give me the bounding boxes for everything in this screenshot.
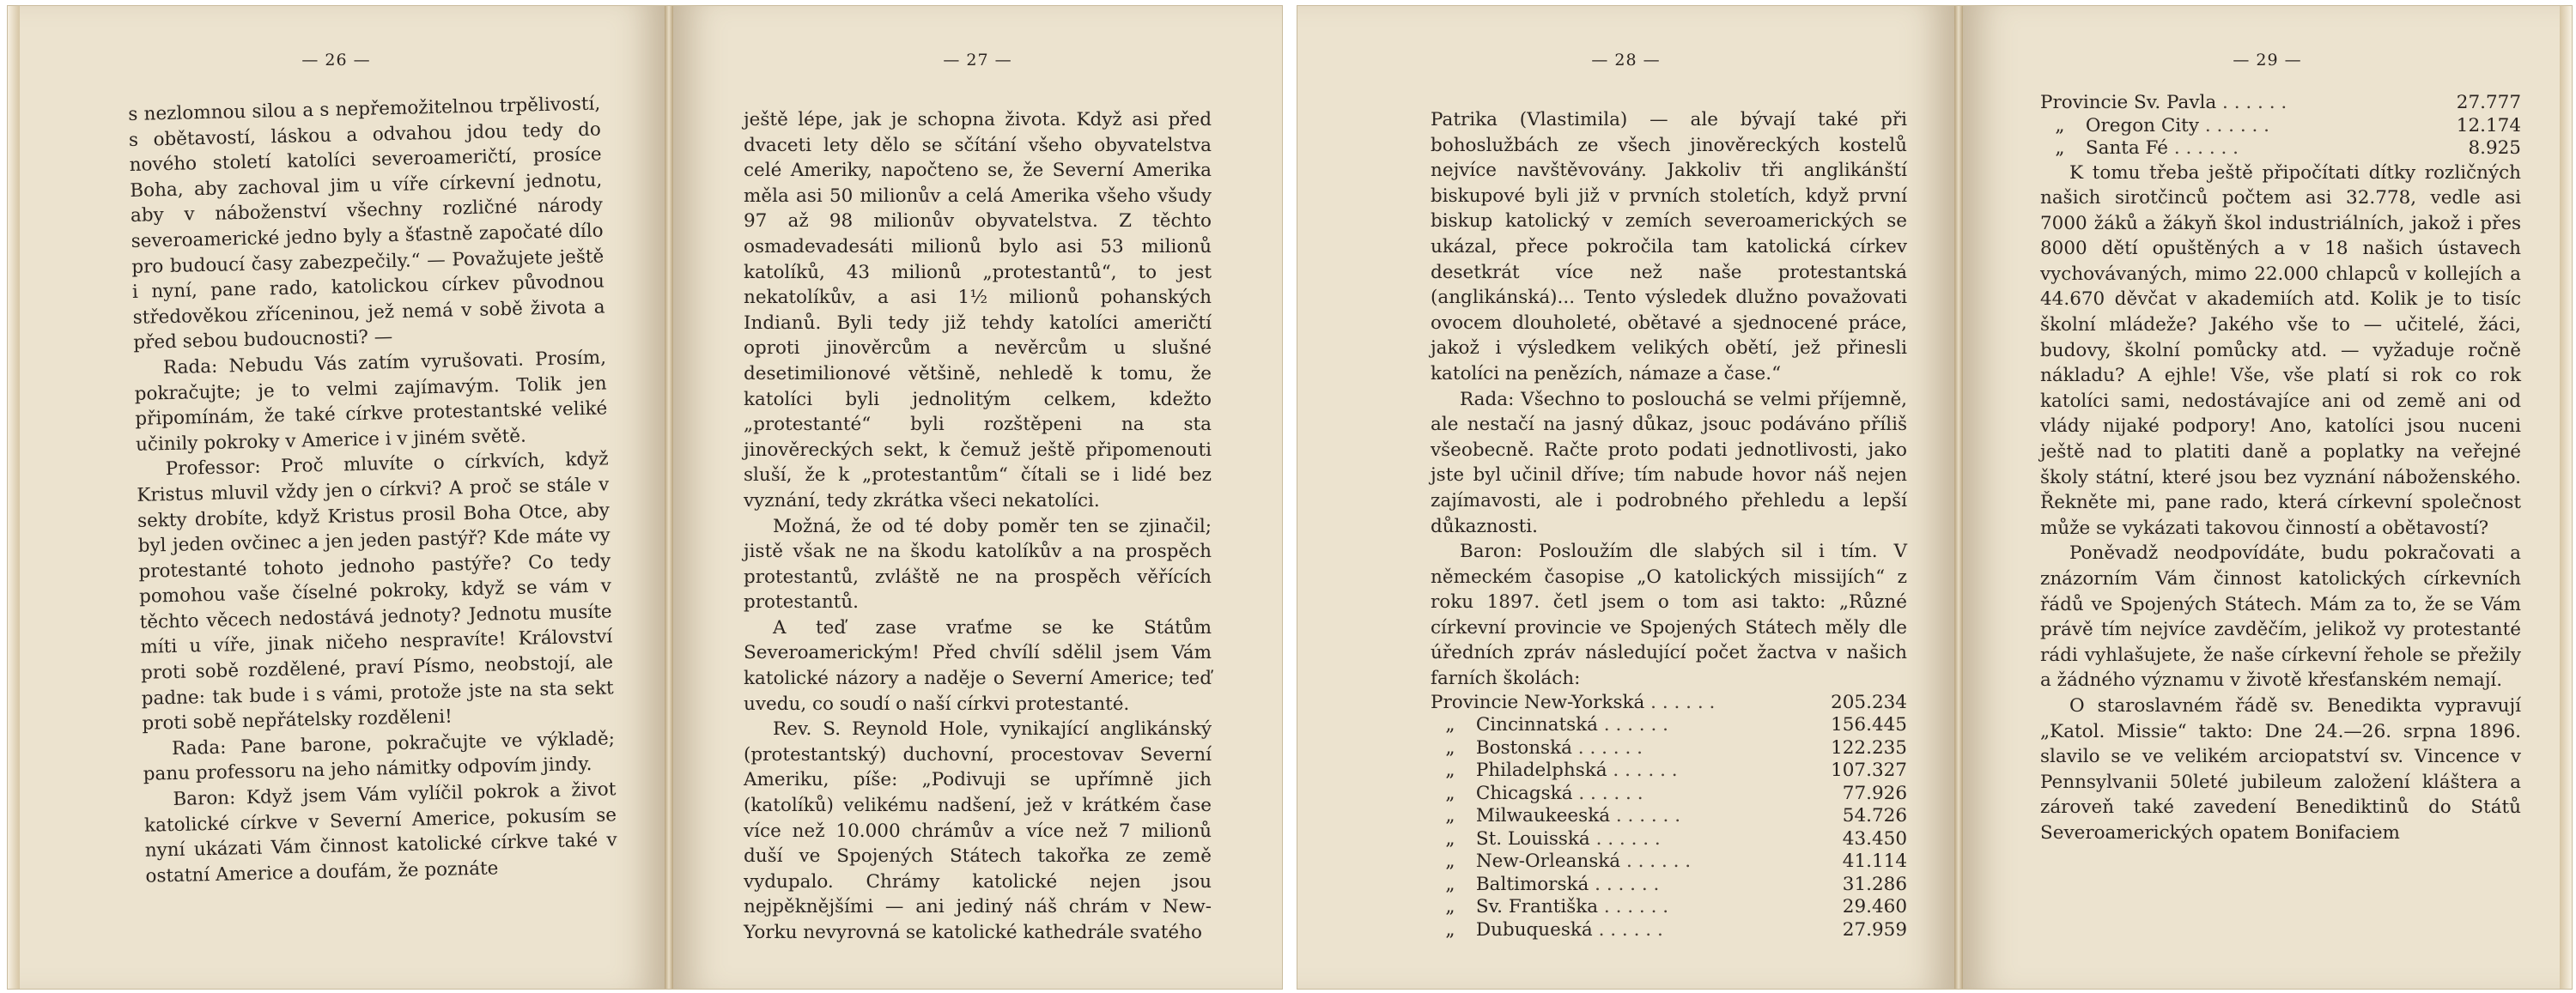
leader-dots: . . . . . . — [1597, 714, 1668, 736]
leader-dots: . . . . . . — [1592, 918, 1663, 941]
province-name: Baltimorská — [1475, 873, 1589, 895]
province-prefix: „ — [1445, 851, 1455, 873]
paragraph: A teď zase vraťme se ke Státům Severoamerickým! Před chvílí sdělil jsem Vám katolické názory a naděje o Severní Americe; teď uvedu, co soudí o naší církvi protestanté. — [744, 616, 1212, 715]
page-number: — 29 — — [2233, 51, 2302, 70]
paragraph: Rada: Všechno to poslouchá se velmi příjemně, ale nestačí na jasný důkaz, jsouc podáváno příliš všeobecně. Račte proto podati jednotlivosti, jako jste byl učinil dříve; tím nabude hovor náš nejen zajímavosti, ale i podrobného přehledu a lepší důkaznosti. — [1431, 388, 1907, 537]
paragraph: Baron: Když jsem Vám vylíčil pokrok a život katolické církve v Severní Americe, pokusím se nyní ukázati Vám činnost katolické církve také v ostatní Americe a doufám, že poznáte — [143, 778, 617, 887]
leader-dots: . . . . . . — [1644, 691, 1716, 713]
province-prefix: Provincie — [1431, 691, 1519, 713]
paragraph: K tomu třeba ještě připočítati dítky rozličných našich sirotčinců počtem asi 32.778, vedle asi 7000 žáků a žákyň škol industriálních, jakož i přes 8000 dětí opuštěných a v 18 našich ústavech vychovávaných, mimo 22.000 chlapců v kollejích a 44.670 děvčat v akademiích atd. Kolik je to tisíc školní mládeže? Jakého vše to — učitelé, žáci, budovy, školní pomůcky atd. — vyžaduje ročně nákladu? A ejhle! Vše, vše platí si rok co rok katolíci sami, nedostávajíce ani od země ani od vlády nijaké podpory! Ano, katolíci jsou nuceni ještě nad to platiti daně a poplatky na veřejné školy státní, které jsou bez vyznání náboženského. Řekněte mi, pane rado, která církevní společnost může se vykázati takovou činností a obětavostí? — [2040, 161, 2521, 539]
province-prefix: Provincie — [2040, 92, 2129, 113]
province-prefix: „ — [1445, 827, 1455, 850]
page-text — [2040, 92, 2521, 846]
table-row — [1431, 919, 1907, 942]
province-cell — [1431, 919, 1807, 942]
province-name: Dubuqueská — [1475, 918, 1593, 941]
page-26 — [8, 6, 665, 989]
paragraph: Professor: Proč mluvíte o církvích, když Kristus mluvil vždy jen o církvi? A proč se stále v sekty drobíte, když Kristus prosil Boha Otce, aby byl jeden ovčinec a jen jeden pastýř? Kde máte vy protestanté tohoto jednoho pastýře? Co tedy pomohou vaše číselné pokroky, když se vám v těchto věcech nedostává jednoty? Jednotu musíte míti u víře, jinak ničeho nespravíte! Království proti sobě rozdělené, praví Písmo, neobstojí, ale padne: tak bude i s vámi, protože jste na sta sekt proti sobě nepřátelsky rozděleni! — [137, 448, 614, 736]
paragraph: Rada: Nebudu Vás zatím vyrušovati. Prosím, pokračujte; je to velmi zajímavým. Tolik jen připomínám, že také církve protestantské veliké učinily pokroky v Americe i v jiném světě. — [134, 347, 608, 456]
pupil-count: 77.926 — [1842, 782, 1907, 804]
page-29 — [1963, 6, 2572, 989]
leader-dots: . . . . . . — [1610, 805, 1681, 827]
pupil-count: 12.174 — [2456, 114, 2521, 136]
table-row — [1431, 896, 1907, 919]
table-row — [1431, 805, 1907, 828]
table-row — [1431, 828, 1907, 851]
table-row — [1431, 760, 1907, 783]
province-name: Oregon City — [2085, 114, 2199, 136]
province-prefix: „ — [1445, 873, 1455, 895]
page-text — [1431, 107, 1907, 942]
province-prefix: „ — [1445, 805, 1455, 827]
leader-dots: . . . . . . — [1607, 760, 1678, 782]
province-name: New-Yorkská — [1524, 691, 1645, 713]
page-number: — 28 — — [1591, 51, 1661, 70]
paragraph: Baron: Posloužím dle slabých sil i tím. V německém časopise „O katolických missijích“ z roku 1897. četl jsem o tom asi takto: „Různé církevní provincie ve Spojených Státech měly dle úředních zpráv následující počet žactva v našich farních školách: — [1431, 541, 1907, 690]
pupil-count: 205.234 — [1831, 691, 1907, 713]
paragraph: Rada: Pane barone, pokračujte ve výkladě; panu professoru na jeho námitky odpovím jindy. — [143, 728, 616, 786]
pupil-count: 29.460 — [1842, 896, 1907, 918]
province-cell — [1431, 692, 1807, 715]
page-text — [128, 92, 618, 890]
pupil-count: 43.450 — [1842, 827, 1907, 850]
pupil-count: 156.445 — [1831, 714, 1907, 736]
province-name: Sv. Pavla — [2134, 92, 2217, 113]
table-row — [1431, 783, 1907, 806]
province-name: St. Louisská — [1475, 827, 1590, 850]
paragraph: Možná, že od té doby poměr ten se zjinačil; jistě však ne na škodu katolíkův a na prospěch protestantů, zvláště ne na prospěch věřících protestantů. — [744, 515, 1212, 614]
paragraph: O staroslavném řádě sv. Benedikta vypravují „Katol. Missie“ takto: Dne 24.—26. srpna 1896. slavilo se ve velikém arciopatství sv. Vincence v Pennsylvanii 50leté jubileum založení kláštera a zároveň také zavedení Benediktinů do Států Severoamerických opatem Bonifaciem — [2040, 694, 2521, 844]
school-statistics-table-continued — [2040, 92, 2521, 160]
page-text — [744, 107, 1212, 946]
pupil-count: 54.726 — [1842, 805, 1907, 827]
province-prefix: „ — [1445, 760, 1455, 782]
province-cell — [1431, 783, 1807, 806]
province-cell — [2040, 137, 2421, 160]
province-prefix: „ — [1445, 714, 1455, 736]
province-name: Cincinnatská — [1475, 714, 1598, 736]
book-gutter — [1954, 6, 1963, 989]
leader-dots: . . . . . . — [1620, 851, 1692, 873]
province-cell — [1431, 805, 1807, 828]
province-name: Milwaukeeská — [1475, 805, 1611, 827]
province-cell — [1431, 896, 1807, 919]
province-name: Bostonská — [1475, 736, 1572, 759]
leader-dots: . . . . . . — [1598, 896, 1669, 918]
table-row — [1431, 737, 1907, 760]
pupil-count: 27.777 — [2456, 92, 2521, 113]
page-27 — [673, 6, 1282, 989]
province-name: Chicagská — [1475, 782, 1573, 804]
pupil-count: 8.925 — [2468, 137, 2521, 159]
table-row — [2040, 137, 2521, 160]
table-row — [1431, 692, 1907, 715]
page-edge — [2560, 6, 2572, 989]
province-cell — [1431, 714, 1807, 737]
pupil-count: 31.286 — [1842, 873, 1907, 895]
table-row — [1431, 851, 1907, 874]
right-spread — [1297, 5, 2573, 990]
pupil-count: 41.114 — [1842, 851, 1907, 873]
province-name: Philadelphská — [1475, 760, 1607, 782]
province-cell — [1431, 874, 1807, 897]
school-statistics-table — [1431, 692, 1907, 942]
paragraph: ještě lépe, jak je schopna života. Když asi před dvaceti lety dělo se sčítání všeho obyvatelstva celé Ameriky, napočteno se, že Severní Amerika měla asi 50 milionův a celá Amerika všeho všudy 97 až 98 milionův obyvatelstva. Z těchto osmadevadesáti milionů bylo asi 53 milionů katolíků, 43 milionů „protestantů“, to jest nekatolíkův, a asi 1½ milionů pohanských Indianů. Byli tedy již tehdy katolíci američtí oproti jinověrcům a nevěrcům u slušné desetimilionové většině, nehledě k tomu, že katolíci byli jednolitým celkem, kdežto „protestanté“ byli rozštěpeni na sta jinověreckých sekt, k čemuž ještě připomenouti sluší, že k „protestantům“ čítali se i lidé bez vyznání, tedy zkrátka všeci nekatolíci. — [744, 109, 1212, 512]
province-prefix: „ — [1445, 918, 1455, 941]
page-edge — [8, 6, 20, 989]
province-name: New-Orleanská — [1475, 851, 1621, 873]
table-row — [2040, 92, 2521, 115]
left-spread — [7, 5, 1283, 990]
paragraph: Patrika (Vlastimila) — ale bývají také při bohoslužbách ze všech jinověreckých kostelů nejvíce navštěvovány. Jakkoliv tři anglikánští biskupové byli již v prvních stoletích, když první biskup katolický v zemích severoamerických se ukázal, přece pokročila tam katolická církev desetkrát více než naše protestantská (anglikánská)... Tento výsledek dlužno považovati ovocem dlouholeté, obětavé a sjednocené práce, jakož i výsledkem velikých obětí, jež přinesli katolíci na penězích, námaze a čase.“ — [1431, 109, 1907, 384]
province-cell — [1431, 760, 1807, 783]
leader-dots: . . . . . . — [1589, 873, 1660, 895]
province-prefix: „ — [1445, 736, 1455, 759]
leader-dots: . . . . . . — [1589, 827, 1661, 850]
pupil-count: 27.959 — [1842, 918, 1907, 941]
province-prefix: „ — [1445, 896, 1455, 918]
page-number: — 26 — — [301, 51, 371, 70]
province-cell — [2040, 115, 2421, 138]
table-row — [1431, 874, 1907, 897]
leader-dots: . . . . . . — [1571, 736, 1643, 759]
leader-dots: . . . . . . — [2168, 137, 2239, 159]
page-number: — 27 — — [943, 51, 1012, 70]
book-gutter — [665, 6, 673, 989]
pupil-count: 107.327 — [1831, 760, 1907, 782]
table-row — [2040, 115, 2521, 138]
table-row — [1431, 714, 1907, 737]
province-prefix: „ — [1445, 782, 1455, 804]
paragraph: Rev. S. Reynold Hole, vynikající anglikánský (protestantský) duchovní, procestovav Severní Ameriku, píše: „Podivuji se upřímně jich (katolíků) velikému nadšení, jež v krátkém čase více než 10.000 chrámův a více než 7 milionů duší ve Spojených Státech takořka ze země vydupalo. Chrámy katolické nejen jsou nejpěknějšími — ani jediný náš chrám v New-Yorku nevyrovná se katolické kathedrále svatého — [744, 718, 1212, 943]
province-cell — [1431, 851, 1807, 874]
province-name: Santa Fé — [2085, 137, 2168, 159]
paragraph: Poněvadž neodpovídáte, budu pokračovati a znázorním Vám činnost katolických církevních řádů ve Spojených Státech. Mám za to, že se Vám právě tím nejvíce zavděčím, jelikož vy protestanté rádi vyhlašujete, že naše církevní řehole se přežily a žádného významu v životě křesťanském nemají. — [2040, 542, 2521, 692]
province-cell — [1431, 737, 1807, 760]
leader-dots: . . . . . . — [1572, 782, 1643, 804]
leader-dots: . . . . . . — [2198, 114, 2269, 136]
leader-dots: . . . . . . — [2216, 92, 2287, 113]
province-name: Sv. Františka — [1475, 896, 1599, 918]
paragraph: s nezlomnou silou a s nepřemožitelnou trpělivostí, s obětavostí, láskou a odvahou jdou tedy do nového století katolíci severoameričtí, prosíce Boha, aby zachoval jim u víře církevní jednotu, aby v náboženství všechny rozličné národy severoamerické jedno byly a šťastně započaté dílo pro budoucí časy zabezpečily.“ — Považujete ještě i nyní, pane rado, katolickou církev původnou středověkou zříceninou, jež nemá v sobě života a před sebou budoucnosti? — — [128, 93, 605, 354]
page-28 — [1297, 6, 1954, 989]
province-prefix: „ — [2055, 114, 2065, 136]
province-prefix: „ — [2055, 137, 2065, 159]
pupil-count: 122.235 — [1831, 736, 1907, 759]
province-cell — [1431, 828, 1807, 851]
province-cell — [2040, 92, 2421, 115]
